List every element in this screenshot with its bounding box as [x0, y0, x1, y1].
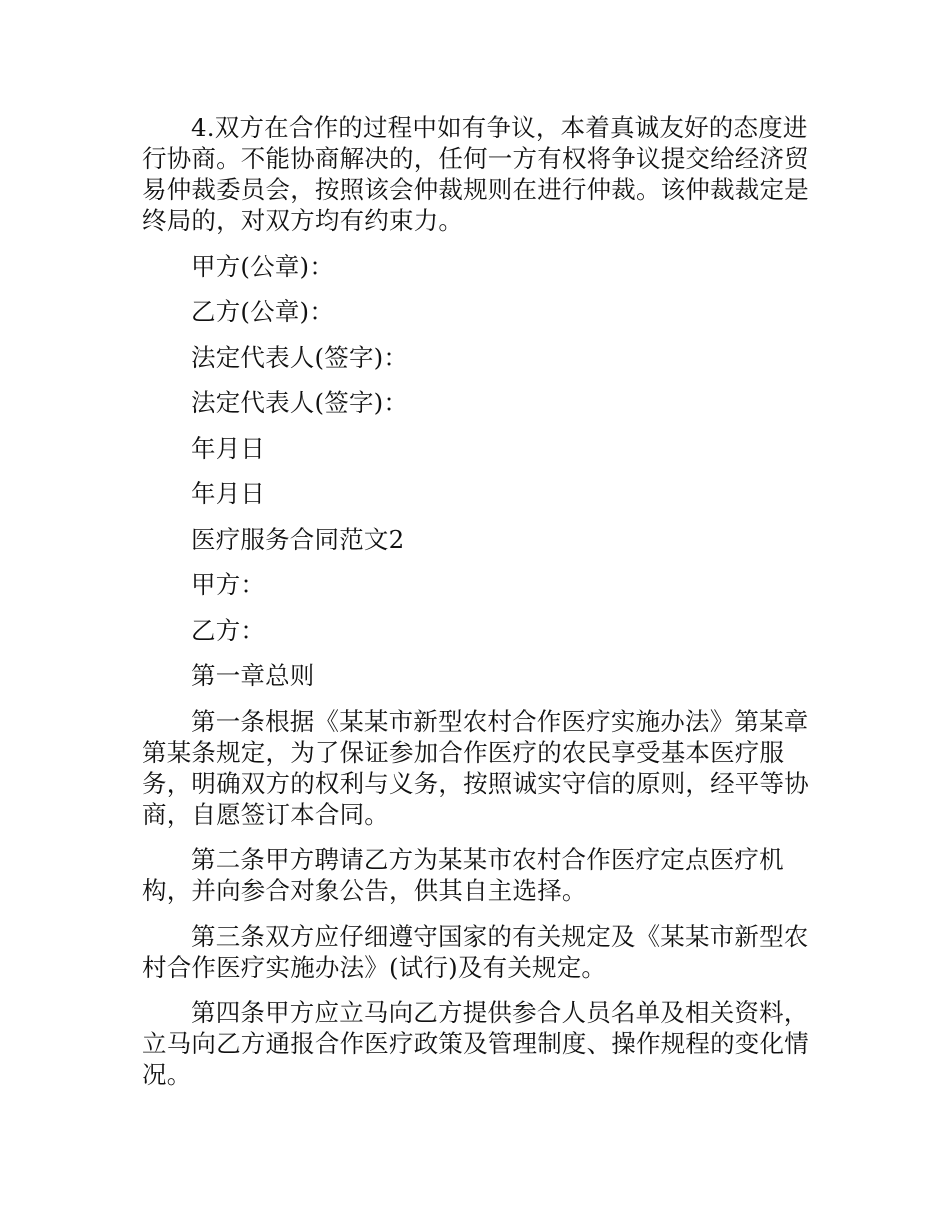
document-body	[142, 112, 830, 1090]
article-three: 第三条双方应仔细遵守国家的有关规定及《某某市新型农村合作医疗实施办法》(试行)及有关规定。	[142, 921, 809, 982]
party-b-label: 乙方：	[191, 615, 266, 645]
date-line-a: 年月日	[191, 433, 266, 463]
article-one: 第一条根据《某某市新型农村合作医疗实施办法》第某章第某条规定，为了保证参加合作医疗的农民享受基本医疗服务，明确双方的权利与义务，按照诚实守信的原则，经平等协商，自愿签订本合同。	[142, 706, 809, 829]
clause-dispute-resolution: 4.双方在合作的过程中如有争议，本着真诚友好的态度进行协商。不能协商解决的，任何一方有权将争议提交给经济贸易仲裁委员会，按照该会仲裁规则在进行仲裁。该仲裁裁定是终局的，对双方均有约束力。	[142, 113, 809, 235]
section-title: 医疗服务合同范文2	[191, 524, 405, 554]
party-a-label: 甲方：	[191, 570, 266, 599]
article-four: 第四条甲方应立马向乙方提供参合人员名单及相关资料，立马向乙方通报合作医疗政策及管理制度、操作规程的变化情况。	[142, 998, 809, 1089]
legal-representative-signature-line-a: 法定代表人(签字)：	[191, 342, 409, 372]
date-line-b: 年月日	[191, 479, 266, 508]
article-two: 第二条甲方聘请乙方为某某市农村合作医疗定点医疗机构，并向参合对象公告，供其自主选择。	[142, 845, 784, 905]
party-b-seal-line: 乙方(公章)：	[191, 297, 335, 326]
chapter-heading: 第一章总则	[191, 661, 315, 690]
legal-representative-signature-line-b: 法定代表人(签字)：	[191, 388, 409, 417]
party-a-seal-line: 甲方(公章)：	[191, 251, 335, 281]
